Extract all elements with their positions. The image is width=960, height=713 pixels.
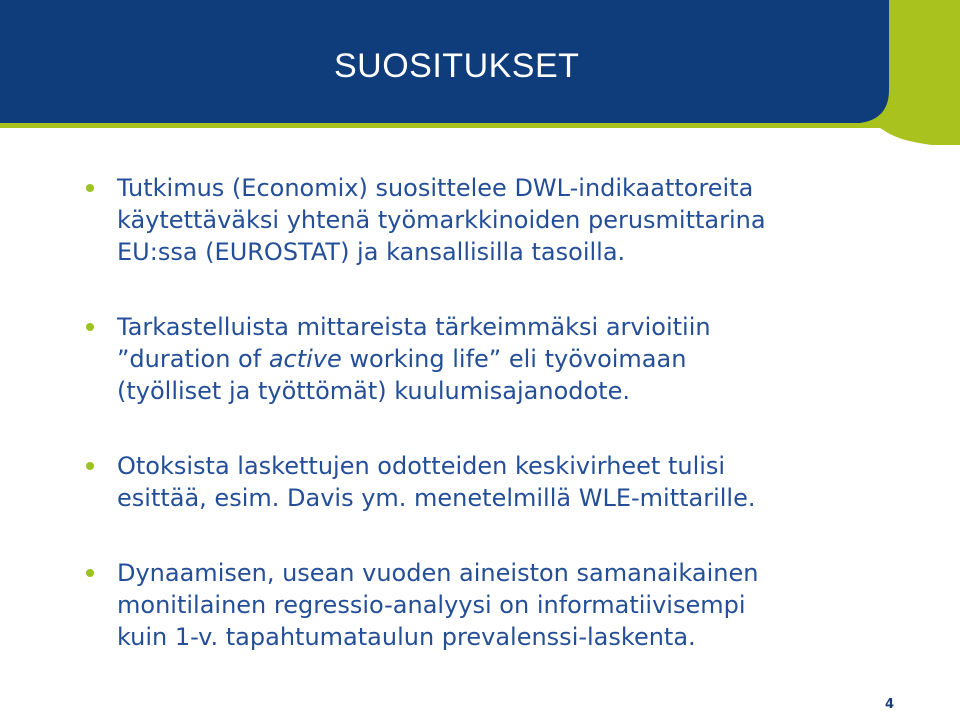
bullet-text-segment: esittää, esim. Davis ym. menetelmillä WLE-mittarille. — [117, 484, 756, 512]
bullet-text-segment: EU:ssa (EUROSTAT) ja kansallisilla tasoilla. — [117, 238, 626, 266]
bullet-text-segment: working life” eli työvoimaan — [341, 345, 687, 373]
bullet-text-segment: Otoksista laskettujen odotteiden keskivirheet tulisi — [117, 452, 726, 480]
bullet-text — [117, 172, 866, 268]
bullet-text-segment: Tarkastelluista mittareista tärkeimmäksi arvioitiin — [117, 313, 711, 341]
bullet-text-segment: kuin 1-v. tapahtumataulun prevalenssi-laskenta. — [117, 623, 696, 651]
page-number: 4 — [885, 697, 895, 712]
slide-title: SUOSITUKSET — [334, 47, 580, 85]
bullet-item — [86, 450, 866, 514]
bullet-text — [117, 557, 866, 653]
bullet-dot-icon — [86, 184, 94, 192]
bullet-list — [86, 172, 866, 653]
bullet-text — [117, 450, 866, 514]
bullet-item — [86, 172, 866, 268]
bullet-text-segment: monitilainen regressio-analyysi on informatiivisempi — [117, 591, 746, 619]
bullet-item — [86, 557, 866, 653]
bullet-item — [86, 311, 866, 407]
bullet-text-segment: ”duration of — [117, 345, 269, 373]
bullet-text-segment: Dynaamisen, usean vuoden aineiston samanaikainen — [117, 559, 759, 587]
bullet-dot-icon — [86, 323, 94, 331]
bullet-text-segment: (työlliset ja työttömät) kuulumisajanodote. — [117, 377, 630, 405]
bullet-text — [117, 311, 866, 407]
bullet-text-emphasis: active — [268, 345, 342, 373]
bullet-dot-icon — [86, 462, 94, 470]
bullet-dot-icon — [86, 569, 94, 577]
bullet-text-segment: käytettäväksi yhtenä työmarkkinoiden perusmittarina — [117, 206, 766, 234]
bullet-text-segment: Tutkimus (Economix) suosittelee DWL-indikaattoreita — [117, 174, 754, 202]
